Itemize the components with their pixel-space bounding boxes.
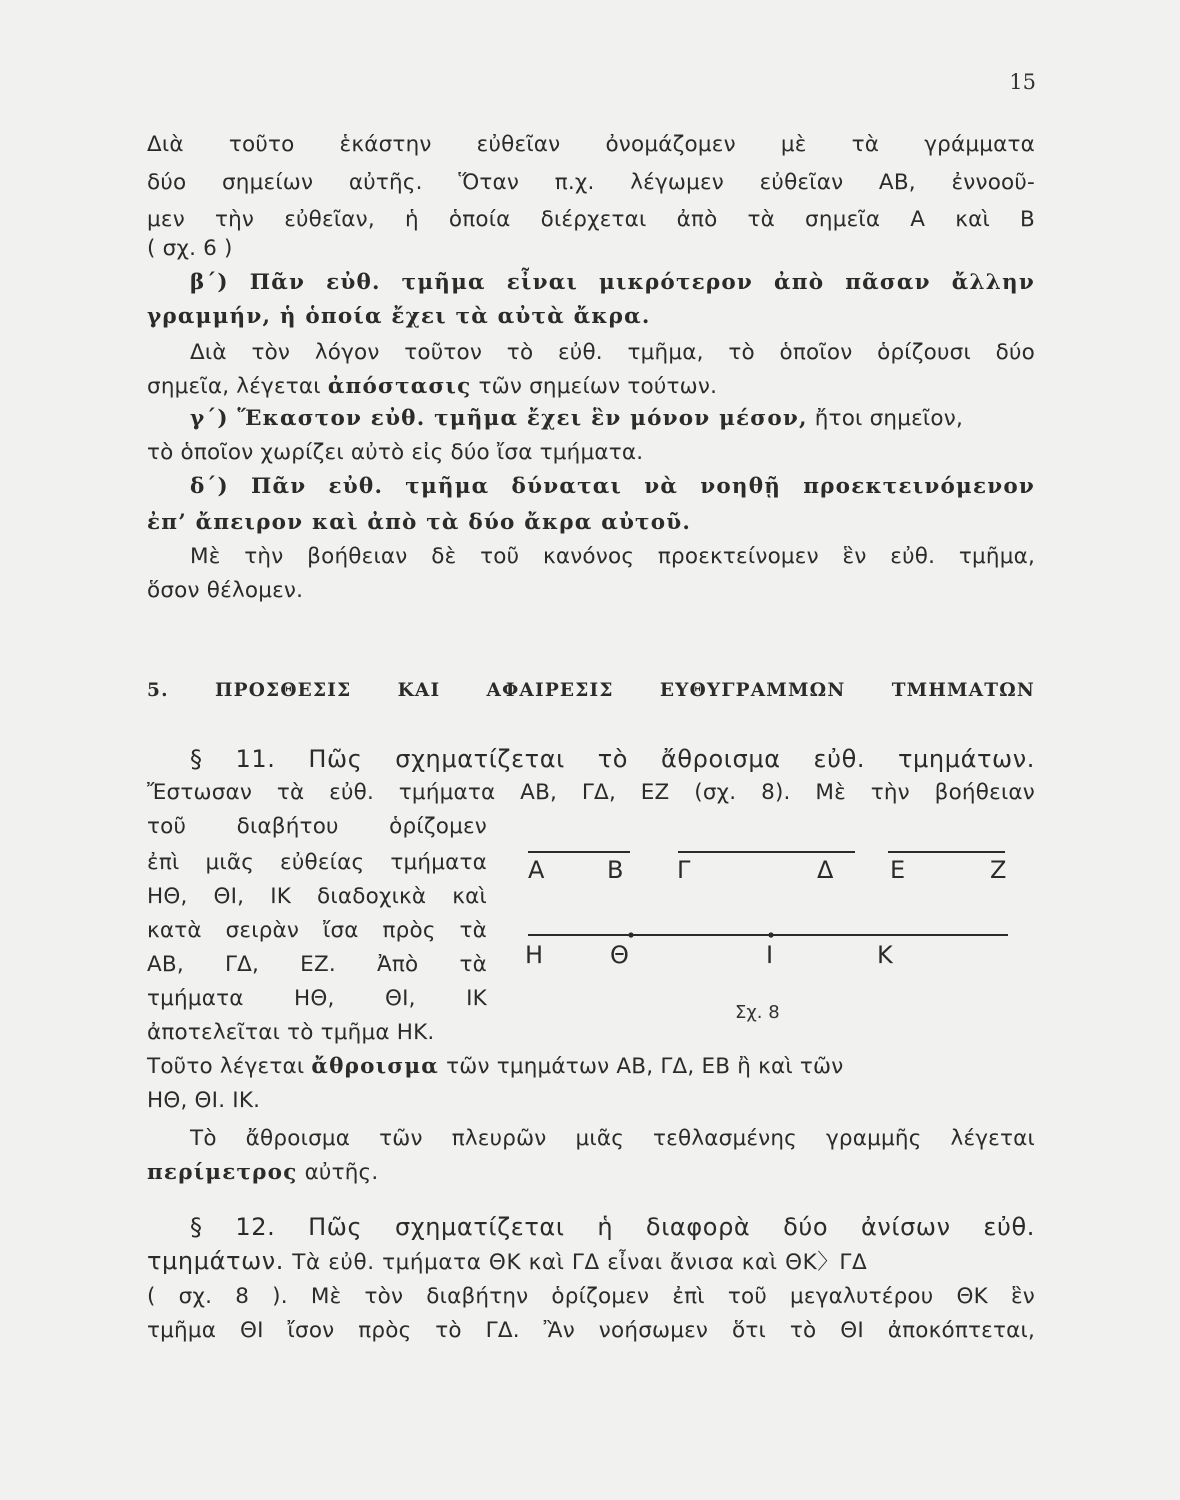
text-line: Ἔστωσαν τὰ εὐθ. τμήματα ΑΒ, ΓΔ, ΕΖ (σχ. 8). Μὲ τὴν βοήθειαν [147, 780, 1035, 805]
label-h: Η [525, 941, 544, 969]
label-theta: Θ [610, 941, 629, 969]
text-line: τὸ ὁποῖον χωρίζει αὐτὸ εἰς δύο ἴσα τμήματα. [147, 440, 644, 465]
text-run: Τοῦτο λέγεται [147, 1054, 305, 1079]
text-run: ἤτοι σημεῖον, [814, 406, 963, 431]
text-line: Τὸ ἄθροισμα τῶν πλευρῶν μιᾶς τεθλασμένης γραμμῆς λέγεται [190, 1126, 1035, 1151]
text-line: ἀποτελεῖται τὸ τμῆμα ΗΚ. [147, 1020, 435, 1045]
text-line: Μὲ τὴν βοήθειαν δὲ τοῦ κανόνος προεκτείνομεν ἓν εὐθ. τμῆμα, [190, 544, 1035, 569]
text-line-bold [147, 508, 1035, 538]
label-i: Ι [766, 941, 774, 969]
text-run: Τὰ εὐθ. τμήματα ΘΚ καὶ ΓΔ εἶναι ἄνισα καὶ ΘΚ〉ΓΔ [292, 1250, 868, 1275]
text-line: κατὰ σειρὰν ἴσα πρὸς τὰ [147, 918, 487, 943]
bold-statement: γ΄) Ἕκαστον εὐθ. τμῆμα ἔχει ἓν μόνον μέσον, [190, 406, 808, 431]
bold-statement: β΄) Πᾶν εὐθ. τμῆμα εἶναι μικρότερον ἀπὸ πᾶσαν ἄλλην [190, 270, 1035, 295]
text-line: τοῦ διαβήτου ὁρίζομεν [147, 814, 487, 839]
figure-caption: Σχ. 8 [735, 1002, 780, 1023]
bold-statement: ἐπ’ ἄπειρον καὶ ἀπὸ τὰ δύο ἄκρα αὐτοῦ. [147, 510, 692, 535]
text-run: τμημάτων. [147, 1247, 285, 1275]
text-line: ΗΘ, ΘΙ, ΙΚ διαδοχικὰ καὶ [147, 884, 487, 909]
text-line [147, 1158, 1035, 1188]
text-line: τμῆμα ΘΙ ἴσον πρὸς τὸ ΓΔ. Ἂν νοήσωμεν ὅτι τὸ ΘΙ ἀποκόπτεται, [147, 1318, 1035, 1343]
text-line [190, 404, 1035, 434]
page-number: 15 [1009, 70, 1036, 94]
text-line-bold [190, 268, 1035, 298]
label-k: Κ [877, 941, 893, 969]
text-line: ( σχ. 6 ) [147, 236, 233, 261]
bold-statement: γραμμήν, ἡ ὁποία ἔχει τὰ αὐτὰ ἄκρα. [147, 304, 651, 329]
label-z: Ζ [990, 856, 1007, 884]
term-athroisma: ἄθροισμα [311, 1054, 440, 1079]
text-line: μεν τὴν εὐθεῖαν, ἡ ὁποία διέρχεται ἀπὸ τὰ σημεῖα Α καὶ Β [147, 207, 1035, 232]
text-line-bold [190, 472, 1035, 502]
text-run: σημεῖα, λέγεται [147, 374, 321, 399]
label-b: Β [607, 856, 624, 884]
text-line: Διὰ τὸν λόγον τοῦτον τὸ εὐθ. τμῆμα, τὸ ὁποῖον ὁρίζουσι δύο [190, 340, 1035, 365]
subsection-title-11: § 11. Πῶς σχηματίζεται τὸ ἄθροισμα εὐθ. τμημάτων. [190, 745, 1035, 773]
term-perimetros: περίμετρος [147, 1160, 298, 1185]
text-line: Διὰ τοῦτο ἑκάστην εὐθεῖαν ὀνομάζομεν μὲ τὰ γράμματα [147, 132, 1035, 157]
text-line: ἐπὶ μιᾶς εὐθείας τμήματα [147, 850, 487, 875]
text-run: τῶν σημείων τούτων. [478, 374, 718, 399]
text-run: τῶν τμημάτων ΑΒ, ΓΔ, ΕΒ ἢ καὶ τῶν [446, 1054, 844, 1079]
text-line [147, 1246, 1035, 1278]
text-line: ὅσον θέλομεν. [147, 578, 304, 603]
point-theta [628, 932, 633, 937]
text-line: ( σχ. 8 ). Μὲ τὸν διαβήτην ὁρίζομεν ἐπὶ τοῦ μεγαλυτέρου ΘΚ ἓν [147, 1284, 1035, 1309]
text-line [147, 1052, 1035, 1082]
text-line-bold [147, 302, 1035, 332]
label-d: Δ [817, 856, 834, 884]
bold-statement: δ΄) Πᾶν εὐθ. τμῆμα δύναται νὰ νοηθῇ προεκτεινόμενον [190, 474, 1035, 499]
label-a: Α [528, 856, 545, 884]
point-iota [768, 932, 773, 937]
text-line: ΑΒ, ΓΔ, ΕΖ. Ἀπὸ τὰ [147, 952, 487, 977]
label-e: Ε [890, 856, 906, 884]
label-g: Γ [677, 856, 691, 884]
term-apostasis: ἀπόστασις [327, 374, 472, 399]
text-line [147, 372, 1035, 402]
subsection-title-12: § 12. Πῶς σχηματίζεται ἡ διαφορὰ δύο ἀνίσων εὐθ. [190, 1213, 1035, 1241]
figure-8 [520, 835, 1020, 1035]
text-line: δύο σημείων αὐτῆς. Ὅταν π.χ. λέγωμεν εὐθεῖαν ΑΒ, ἐννοοῦ- [147, 170, 1035, 195]
text-line: ΗΘ, ΘΙ. ΙΚ. [147, 1088, 261, 1113]
text-line: τμήματα ΗΘ, ΘΙ, ΙΚ [147, 986, 487, 1011]
text-run: αὐτῆς. [304, 1160, 379, 1185]
section-heading: 5. ΠΡΟΣΘΕΣΙΣ ΚΑΙ ΑΦΑΙΡΕΣΙΣ ΕΥΘΥΓΡΑΜΜΩΝ ΤΜΗΜΑΤΩΝ [147, 680, 1035, 701]
